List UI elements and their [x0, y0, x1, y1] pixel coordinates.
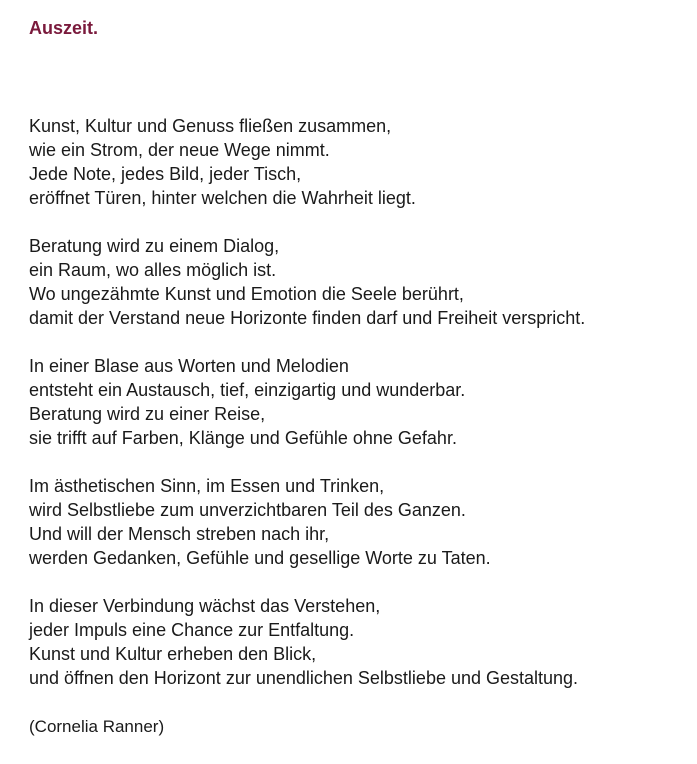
- author-credit: (Cornelia Ranner): [29, 717, 165, 736]
- poem-line: entsteht ein Austausch, tief, einzigartig und wunderbar.: [29, 380, 466, 400]
- stanza-2: [29, 234, 689, 330]
- poem-line: wie ein Strom, der neue Wege nimmt.: [29, 140, 330, 160]
- poem-line: damit der Verstand neue Horizonte finden darf und Freiheit verspricht.: [29, 308, 586, 328]
- poem-line: und öffnen den Horizont zur unendlichen Selbstliebe und Gestaltung.: [29, 668, 579, 688]
- poem-line: Kunst und Kultur erheben den Blick,: [29, 644, 317, 664]
- poem-line: sie trifft auf Farben, Klänge und Gefühle ohne Gefahr.: [29, 428, 457, 448]
- poem-line: wird Selbstliebe zum unverzichtbaren Teil des Ganzen.: [29, 500, 466, 520]
- poem-line: Jede Note, jedes Bild, jeder Tisch,: [29, 164, 302, 184]
- poem-line: Wo ungezähmte Kunst und Emotion die Seele berührt,: [29, 284, 464, 304]
- poem-line: Kunst, Kultur und Genuss fließen zusammen,: [29, 116, 392, 136]
- stanza-5: [29, 594, 689, 690]
- stanza-3: [29, 354, 689, 450]
- stanza-1: [29, 114, 689, 210]
- poem-line: Beratung wird zu einem Dialog,: [29, 236, 280, 256]
- poem-body: [29, 114, 689, 714]
- poem-line: ein Raum, wo alles möglich ist.: [29, 260, 277, 280]
- poem-line: werden Gedanken, Gefühle und gesellige Worte zu Taten.: [29, 548, 491, 568]
- poem-line: Im ästhetischen Sinn, im Essen und Trinken,: [29, 476, 385, 496]
- poem-title: Auszeit.: [29, 18, 99, 38]
- poem-line: eröffnet Türen, hinter welchen die Wahrheit liegt.: [29, 188, 416, 208]
- poem-line: Beratung wird zu einer Reise,: [29, 404, 266, 424]
- poem-line: In einer Blase aus Worten und Melodien: [29, 356, 349, 376]
- poem-line: In dieser Verbindung wächst das Verstehen,: [29, 596, 381, 616]
- poem-line: Und will der Mensch streben nach ihr,: [29, 524, 330, 544]
- stanza-4: [29, 474, 689, 570]
- poem-line: jeder Impuls eine Chance zur Entfaltung.: [29, 620, 355, 640]
